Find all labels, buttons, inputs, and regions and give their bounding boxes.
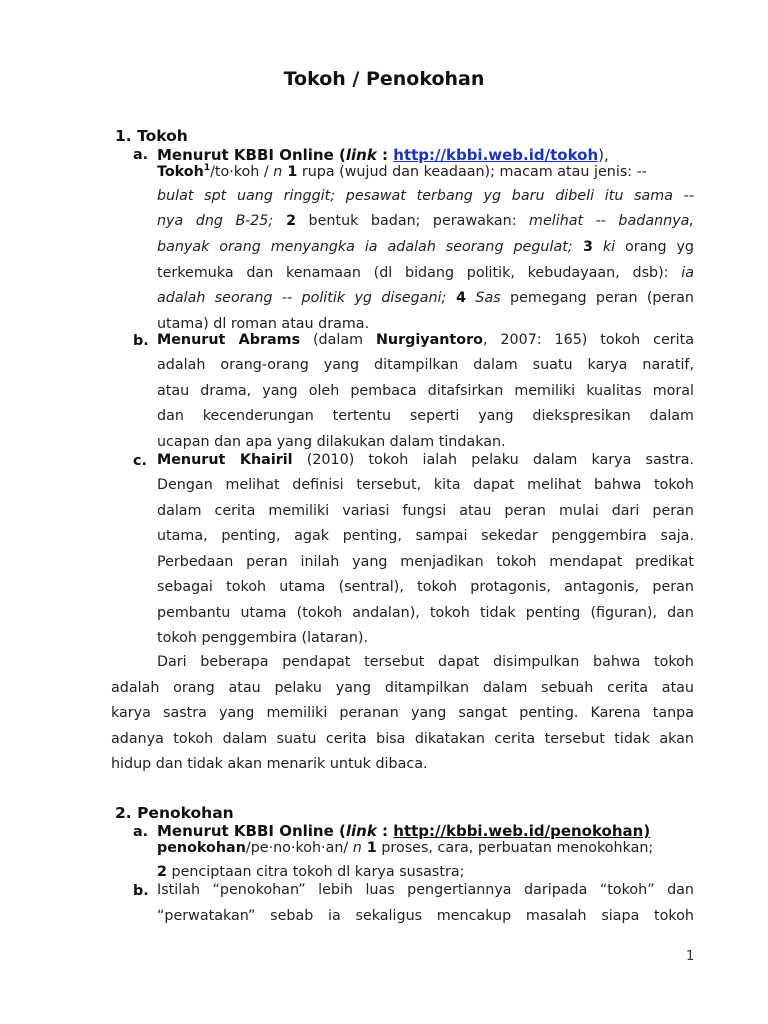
- colon: :: [376, 822, 394, 840]
- paragraph-line: Dengan melihat definisi tersebut, kita dapat melihat bahwa tokoh: [157, 477, 694, 493]
- page-number: 1: [686, 949, 695, 964]
- kbbi-intro-2a: [157, 822, 650, 840]
- paragraph-line: utama, penting, agak penting, sampai sekedar penggembira saja.: [157, 528, 694, 544]
- definition-text: terkemuka dan kenamaan (dl bidang politik, kebudayaan, dsb):: [157, 265, 682, 281]
- kbbi-penokohan-link[interactable]: http://kbbi.web.id/penokohan): [393, 822, 651, 840]
- abbreviation: ki: [592, 239, 616, 255]
- abrams-line: [157, 332, 694, 348]
- superscript: 1: [203, 163, 211, 174]
- text: (2010) tokoh ialah pelaku dalam karya sastra.: [292, 452, 694, 468]
- definition-line: [157, 265, 694, 281]
- paragraph-line: dalam cerita memiliki variasi fungsi atau peran mulai dari peran: [157, 503, 694, 519]
- definition-text: penciptaan citra tokoh dl karya susastra;: [166, 864, 465, 880]
- definition-text: pemegang peran (peran: [500, 290, 694, 306]
- list-label-1c: c.: [133, 453, 147, 469]
- intro-text: Menurut KBBI Online (: [157, 146, 346, 164]
- author-name: Menurut Khairil: [157, 452, 293, 468]
- list-label-1b: b.: [133, 333, 149, 349]
- definition-text: proses, cara, perbuatan menokohkan;: [376, 840, 654, 856]
- list-label-1a: a.: [133, 147, 149, 163]
- definition-line: [157, 290, 694, 306]
- kbbi-tokoh-link[interactable]: http://kbbi.web.id/tokoh: [393, 146, 599, 164]
- definition-line: [157, 213, 694, 229]
- summary-line: adanya tokoh dalam suatu cerita bisa dikatakan cerita tersebut tidak akan: [111, 731, 694, 747]
- summary-line: karya sastra yang memiliki peranan yang sangat penting. Karena tanpa: [111, 705, 694, 721]
- sense-number: 2: [157, 864, 167, 880]
- intro-suffix: ),: [598, 146, 609, 164]
- link-word: link: [345, 822, 377, 840]
- pronunciation: /to·koh /: [210, 164, 274, 180]
- author-name: Menurut Abrams: [157, 332, 301, 348]
- definition-line: utama) dl roman atau drama.: [157, 316, 370, 332]
- section-heading-tokoh: 1. Tokoh: [115, 127, 188, 145]
- text: (dalam: [300, 332, 376, 348]
- paragraph-line: “perwatakan” sebab ia sekaligus mencakup masalah siapa tokoh: [157, 908, 694, 924]
- section-heading-penokohan: 2. Penokohan: [115, 804, 234, 822]
- term: Tokoh: [157, 164, 204, 180]
- paragraph-line: adalah orang-orang yang ditampilkan dalam suatu karya naratif,: [157, 357, 694, 373]
- colon: :: [376, 146, 394, 164]
- definition-line: [157, 864, 464, 880]
- paragraph-line: sebagai tokoh utama (sentral), tokoh protagonis, antagonis, peran: [157, 579, 694, 595]
- example-text: adalah seorang -- politik yg disegani;: [157, 290, 447, 306]
- list-label-2b: b.: [133, 883, 149, 899]
- paragraph-line: tokoh penggembira (lataran).: [157, 630, 369, 646]
- summary-line: Dari beberapa pendapat tersebut dapat disimpulkan bahwa tokoh: [157, 654, 694, 670]
- author-name: Nurgiyantoro: [375, 332, 483, 348]
- pronunciation: /pe·no·koh·an/: [245, 840, 353, 856]
- paragraph-line: Istilah “penokohan” lebih luas pengertiannya daripada “tokoh” dan: [157, 882, 694, 898]
- paragraph-line: atau drama, yang oleh pembaca ditafsirkan memiliki kualitas moral: [157, 383, 694, 399]
- definition-line: [157, 164, 647, 180]
- paragraph-line: ucapan dan apa yang dilakukan dalam tindakan.: [157, 434, 506, 450]
- page-title: Tokoh / Penokohan: [283, 68, 485, 90]
- khairil-line: [157, 452, 694, 468]
- example-text: banyak orang menyangka ia adalah seorang pegulat;: [157, 239, 573, 255]
- word-class: n: [273, 164, 283, 180]
- definition-text: rupa (wujud dan keadaan); macam atau jenis: --: [297, 164, 647, 180]
- sense-number: 1: [361, 840, 377, 856]
- sense-number: 3: [572, 239, 593, 255]
- sense-number: 2: [273, 213, 297, 229]
- summary-line: hidup dan tidak akan menarik untuk dibaca.: [111, 756, 428, 772]
- paragraph-line: dan kecenderungan tertentu seperti yang diekspresikan dalam: [157, 408, 694, 424]
- sense-number: 4: [446, 290, 467, 306]
- definition-line: [157, 239, 694, 255]
- definition-line: bulat spt uang ringgit; pesawat terbang yg baru dibeli itu sama --: [157, 188, 694, 204]
- sense-number: 1: [282, 164, 298, 180]
- intro-text: Menurut KBBI Online (: [157, 822, 346, 840]
- word-class: n: [352, 840, 362, 856]
- summary-line: adalah orang atau pelaku yang ditampilkan dalam sebuah cerita atau: [111, 680, 694, 696]
- definition-line: [157, 840, 653, 856]
- paragraph-line: pembantu utama (tokoh andalan), tokoh tidak penting (figuran), dan: [157, 605, 694, 621]
- link-word: link: [345, 146, 377, 164]
- abbreviation: Sas: [466, 290, 501, 306]
- example-text: nya dng B-25;: [157, 213, 274, 229]
- example-text: melihat -- badannya,: [529, 213, 694, 229]
- example-text: ia: [681, 265, 694, 281]
- definition-text: bentuk badan; perawakan:: [296, 213, 530, 229]
- text: , 2007: 165) tokoh cerita: [482, 332, 694, 348]
- paragraph-line: Perbedaan peran inilah yang menjadikan tokoh mendapat predikat: [157, 554, 694, 570]
- list-label-2a: a.: [133, 824, 149, 840]
- term: penokohan: [157, 840, 246, 856]
- kbbi-intro-1a: [157, 146, 609, 164]
- definition-text: orang yg: [615, 239, 694, 255]
